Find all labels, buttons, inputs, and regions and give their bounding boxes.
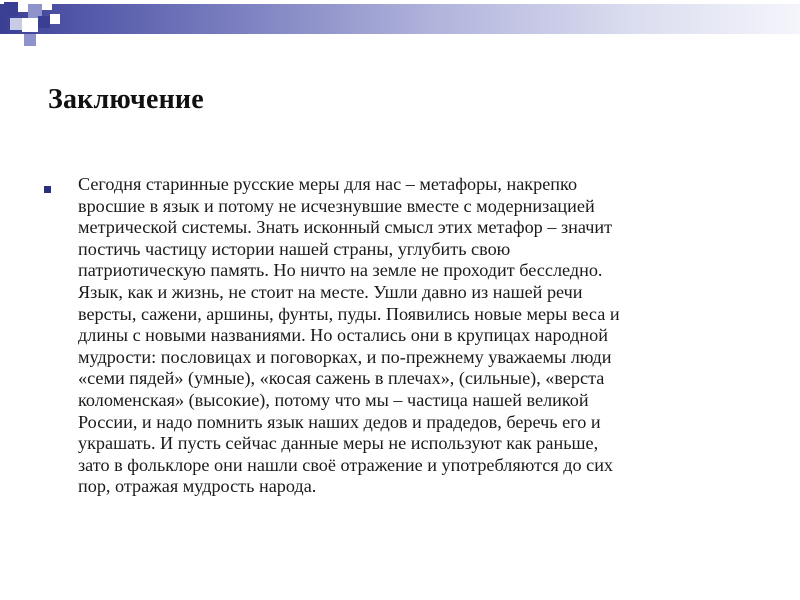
decor-square — [24, 34, 36, 46]
square-bullet-icon — [44, 186, 51, 193]
bullet-text: Сегодня старинные русские меры для нас – метафоры, накрепко вросшие в язык и потому не исчезнувшие вместе с модернизацией метрической системы. Знать исконный смысл этих метафор – значит постичь частицу истории нашей страны, углубить свою патриотическую память. Но ничто на земле не проходит бесследно. Язык, как и жизнь, не стоит на месте. Ушли давно из нашей речи версты, сажени, аршины, фунты, пуды. Появились новые меры веса и длины с новыми названиями. Но остались они в крупицах народной мудрости: пословицах и поговорках, и по-прежнему уважаемы люди «семи пядей» (умные), «косая сажень в плечах», (сильные), «верста коломенская» (высокие), потому что мы – частица нашей великой России, и надо помнить язык наших дедов и прадедов, беречь его и украшать. И пусть сейчас данные меры не используют как раньше, зато в фольклоре они нашли своё отражение и употребляются до сих пор, отражая мудрость народа. — [78, 174, 620, 497]
slide-title: Заключение — [48, 84, 204, 115]
decor-square — [22, 18, 38, 32]
decor-square — [42, 0, 52, 10]
decorative-header-band — [0, 0, 800, 50]
decor-square — [10, 18, 22, 30]
gradient-bar — [0, 4, 800, 34]
decor-square — [50, 14, 60, 24]
decor-square — [38, 16, 50, 28]
decor-square — [4, 2, 18, 16]
decor-square — [18, 2, 28, 12]
